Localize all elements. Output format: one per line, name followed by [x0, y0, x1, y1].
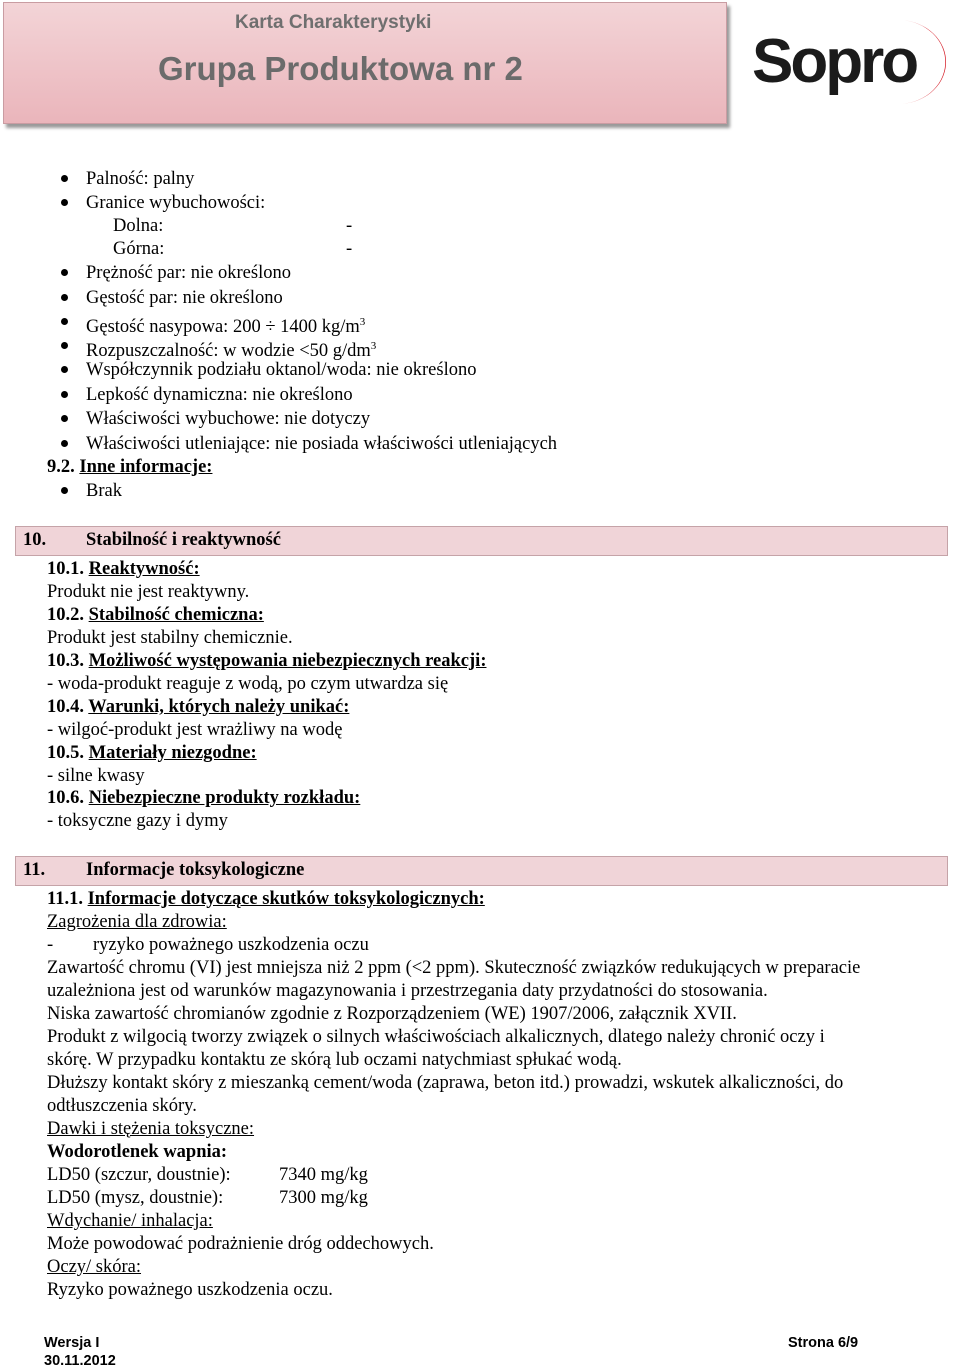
incompatible-materials-text: - silne kwasy: [47, 766, 145, 786]
subsection-10-6: 10.6. Niebezpieczne produkty rozkładu:: [47, 788, 361, 808]
chromium-paragraph-line-3: Niska zawartość chromianów zgodnie z Rozporządzeniem (WE) 1907/2006, załącznik XVII.: [47, 1004, 737, 1024]
bullet-icon: [61, 269, 68, 276]
oxidising-properties: Właściwości utleniające: nie posiada właściwości utleniających: [86, 434, 558, 454]
calcium-hydroxide-label: Wodorotlenek wapnia:: [47, 1142, 228, 1162]
bullet-icon: [61, 199, 68, 206]
section-title: Stabilność i reaktywność: [86, 530, 281, 550]
toxic-doses-label: Dawki i stężenia toksyczne:: [47, 1119, 255, 1139]
flammability: Palność: palny: [86, 169, 195, 189]
explosion-limits-label: Granice wybuchowości:: [86, 193, 266, 213]
subsection-10-1: 10.1. Reaktywność:: [47, 559, 200, 579]
subsection-11-1: 11.1. Informacje dotyczące skutków toksykologicznych:: [47, 889, 485, 909]
bullet-icon: [61, 318, 68, 325]
bullet-icon: [61, 294, 68, 301]
dynamic-viscosity: Lepkość dynamiczna: nie określono: [86, 385, 353, 405]
subsection-9-2: 9.2. Inne informacje:: [47, 457, 213, 477]
vapour-density: Gęstość par: nie określono: [86, 288, 283, 308]
lower-limit-value: -: [346, 216, 353, 236]
partition-coefficient: Współczynnik podziału oktanol/woda: nie określono: [86, 360, 477, 380]
upper-limit-value: -: [346, 239, 353, 259]
alkaline-paragraph-line-1: Produkt z wilgocią tworzy związek o silnych właściwościach alkalicznych, dlatego należy chronić oczy i: [47, 1027, 825, 1047]
svg-text:Sopro: Sopro: [752, 27, 917, 96]
decomposition-products-text: - toksyczne gazy i dymy: [47, 811, 228, 831]
ld50-mouse-value: 7300 mg/kg: [279, 1188, 368, 1208]
bullet-icon: [61, 342, 68, 349]
subsection-10-2: 10.2. Stabilność chemiczna:: [47, 605, 264, 625]
hazardous-reactions-text: - woda-produkt reaguje z wodą, po czym utwardza się: [47, 674, 449, 694]
eye-damage-risk: ryzyko poważnego uszkodzenia oczu: [93, 935, 369, 955]
reactivity-text: Produkt nie jest reaktywny.: [47, 582, 250, 602]
bullet-icon: [61, 391, 68, 398]
page-number: Strona 6/9: [788, 1335, 859, 1351]
bullet-icon: [61, 487, 68, 494]
bulk-density: Gęstość nasypowa: 200 ÷ 1400 $kg/m^3$: [86, 316, 366, 338]
explosive-properties: Właściwości wybuchowe: nie dotyczy: [86, 409, 371, 429]
upper-limit-label: Górna:: [113, 239, 165, 259]
subsection-10-3: 10.3. Możliwość występowania niebezpiecznych reakcji:: [47, 651, 487, 671]
inhalation-text: Może powodować podrażnienie dróg oddechowych.: [47, 1234, 434, 1254]
bullet-icon: [61, 415, 68, 422]
ld50-mouse-label: LD50 (mysz, doustnie):: [47, 1188, 224, 1208]
document-type: Karta Charakterystyki: [235, 12, 432, 33]
section-number: 11.: [23, 860, 46, 880]
vapour-pressure: Prężność par: nie określono: [86, 263, 291, 283]
bullet-icon: [61, 366, 68, 373]
risk-dash: -: [47, 935, 54, 955]
section-10-header: [15, 526, 948, 556]
chromium-paragraph-line-2: uzależniona jest od warunków magazynowania i przestrzegania daty przydatności do stosowania.: [47, 981, 768, 1001]
other-info-item: Brak: [86, 481, 122, 501]
solubility: Rozpuszczalność: w wodzie <50 $g/dm^3$: [86, 340, 377, 362]
lower-limit-label: Dolna:: [113, 216, 164, 236]
bullet-icon: [61, 440, 68, 447]
skin-contact-line-2: odtłuszczenia skóry.: [47, 1096, 197, 1116]
eyes-skin-text: Ryzyko poważnego uszkodzenia oczu.: [47, 1280, 333, 1300]
product-group-title: Grupa Produktowa nr 2: [158, 50, 523, 87]
bullet-icon: [61, 175, 68, 182]
chemical-stability-text: Produkt jest stabilny chemicznie.: [47, 628, 293, 648]
section-title: Informacje toksykologiczne: [86, 860, 305, 880]
section-number: 10.: [23, 530, 47, 550]
subsection-10-4: 10.4. Warunki, których należy unikać:: [47, 697, 350, 717]
ld50-rat-value: 7340 mg/kg: [279, 1165, 368, 1185]
subsection-10-5: 10.5. Materiały niezgodne:: [47, 743, 257, 763]
skin-contact-line-1: Dłuższy kontakt skóry z mieszanką cement/woda (zaprawa, beton itd.) prowadzi, wskutek alkaliczności, do: [47, 1073, 844, 1093]
sopro-logo: [750, 12, 960, 112]
version-label: Wersja I: [44, 1335, 100, 1351]
health-hazards-label: Zagrożenia dla zdrowia:: [47, 912, 227, 932]
inhalation-label: Wdychanie/ inhalacja:: [47, 1211, 213, 1231]
conditions-to-avoid-text: - wilgoć-produkt jest wrażliwy na wodę: [47, 720, 343, 740]
eyes-skin-label: Oczy/ skóra:: [47, 1257, 142, 1277]
version-date: 30.11.2012: [44, 1353, 116, 1369]
section-11-header: [15, 856, 948, 886]
ld50-rat-label: LD50 (szczur, doustnie):: [47, 1165, 231, 1185]
chromium-paragraph-line-1: Zawartość chromu (VI) jest mniejsza niż 2 ppm (<2 ppm). Skuteczność związków redukujących w preparacie: [47, 958, 861, 978]
alkaline-paragraph-line-2: skórę. W przypadku kontaktu ze skórą lub oczami natychmiast spłukać wodą.: [47, 1050, 622, 1070]
